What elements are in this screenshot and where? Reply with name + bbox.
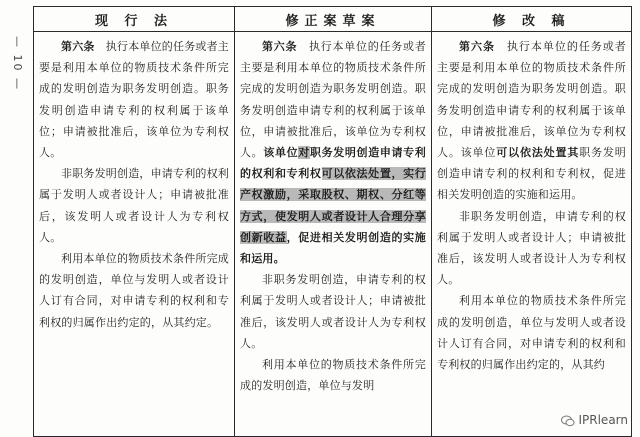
emphasized-text: 可以依法处置，实行产权激励，采取股权、期权、分红等方式，使发明人或者设计人合理分享创新收益: [240, 167, 426, 244]
text-segment: 执行本单位的任务或者主要是利用本单位的物质技术条件所完成的发明创造为职务发明创造。职务发明创造申请专利的权利属于该单位，申请被批准后，该单位为专利权人。该单位: [437, 40, 626, 160]
paragraph: [240, 36, 426, 269]
watermark-text: IPRlearn: [578, 413, 628, 427]
paragraph: [240, 354, 426, 396]
text-segment: 非职务发明创造，申请专利的权利属于发明人或者设计人；申请被批准后，该发明人或者设计人为专利权人。: [437, 209, 626, 287]
article-label: 第六条: [61, 40, 95, 53]
article-label: 第六条: [459, 40, 495, 53]
paragraph: [39, 36, 229, 163]
header-current-law: 现 行 法: [34, 7, 235, 32]
watermark: [561, 413, 628, 427]
page-number: — 10 —: [11, 36, 24, 91]
paragraph: [240, 269, 426, 354]
paragraph: [437, 206, 626, 291]
comparison-table: [33, 6, 632, 437]
header-revised-draft: 修 改 稿: [432, 7, 632, 32]
text-segment: 非职务发明创造，申请专利的权利属于发明人或者设计人；申请被批准后，该发明人或者设计人为专利权人。: [240, 273, 426, 350]
text-segment: 执行本单位的任务或者主要是利用本单位的物质技术条件所完成的发明创造为职务发明创造。职务发明创造申请专利的权利属于该单位，申请被批准后，该单位为专利权人。: [240, 40, 426, 160]
emphasized-text: 职务发明创造申请专利的权利和专利权: [240, 146, 427, 181]
emphasized-text: 对: [298, 146, 310, 160]
text-segment: 非职务发明创造，申请专利的权利属于发明人或者设计人；申请被批准后，该发明人或者设计人为专利权人。: [39, 167, 229, 244]
text-segment: 执行本单位的任务或者主要是利用本单位的物质技术条件所完成的发明创造为职务发明创造。职务发明创造申请专利的权利属于该单位；申请被批准后，该单位为专利权人。: [39, 40, 230, 160]
content-row: [34, 32, 632, 437]
emphasized-text: 可以依法处置其: [496, 146, 580, 160]
text-segment: 利用本单位的物质技术条件所完成的发明创造，单位与发明人或者设计人订有合同，对申请专利的权利和专利权的归属作出约定的，从其约: [437, 294, 626, 372]
column-revised-draft: [432, 32, 632, 437]
paragraph: [437, 36, 626, 206]
paragraph: [437, 290, 626, 375]
paragraph: [39, 163, 229, 248]
text-segment: 利用本单位的物质技术条件所完成的发明创造，单位与发明人或者设计人订有合同，对申请专利的权利和专利权的归属作出约定的，从其约定。: [39, 252, 229, 329]
header-draft-amendment: 修正案草案: [235, 7, 432, 32]
emphasized-text: 该单位: [263, 146, 299, 160]
paragraph: [39, 248, 229, 333]
wechat-icon: [561, 415, 575, 427]
article-label: 第六条: [262, 40, 298, 53]
header-row: [34, 7, 632, 32]
text-segment: 利用本单位的物质技术条件所完成的发明创造，单位与发明: [240, 358, 426, 393]
column-current-law: [34, 32, 235, 437]
column-draft-amendment: [235, 32, 432, 437]
emphasized-text: ，促进相关发明创造的实施和运用。: [240, 230, 426, 266]
text-segment: 职务发明创造申请专利的权利和专利权，促进相关发明创造的实施和运用。: [437, 146, 626, 202]
